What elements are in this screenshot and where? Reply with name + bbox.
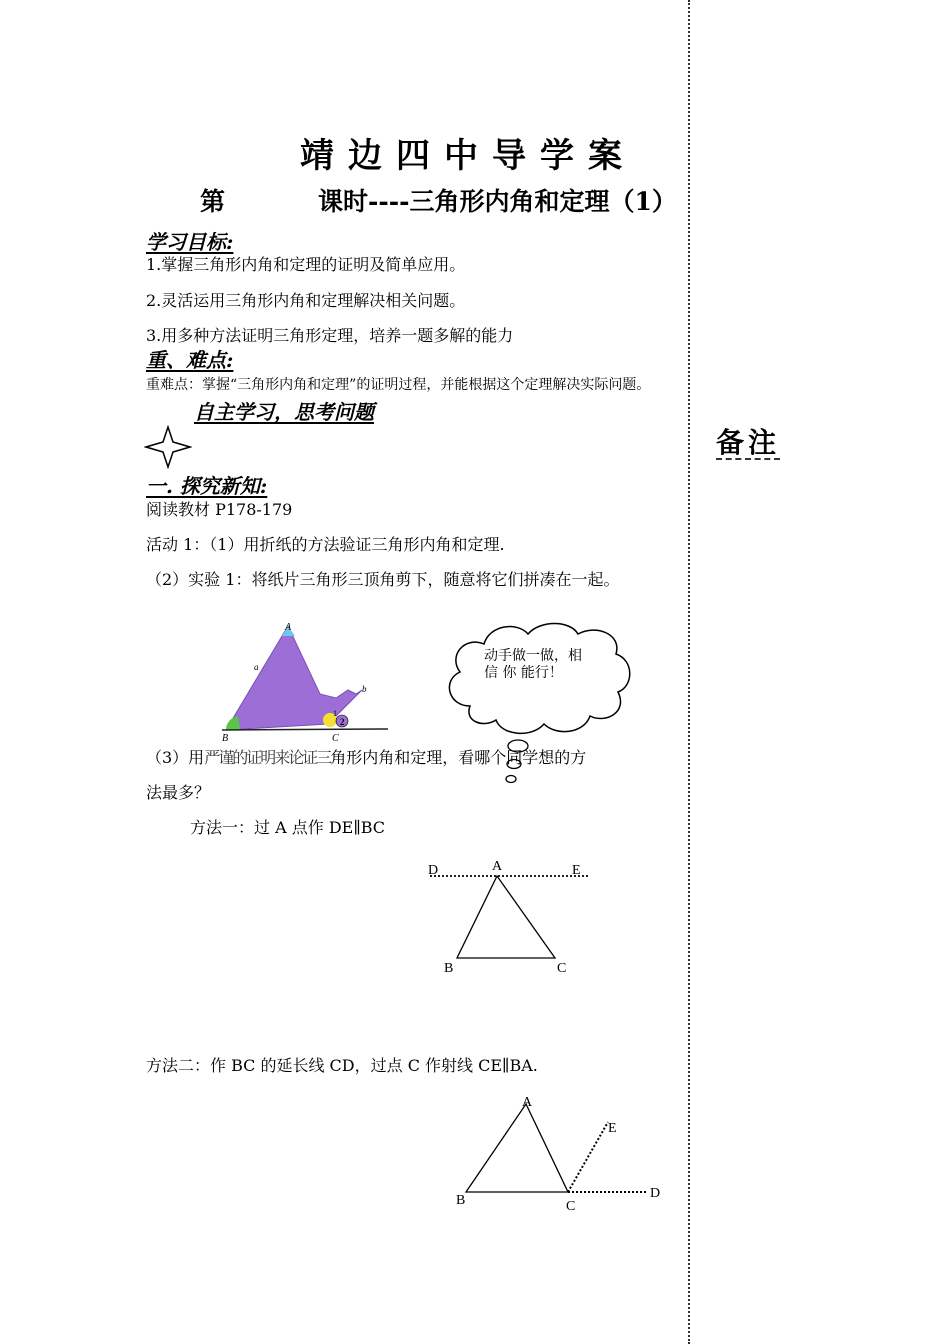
key-points-text: 重难点：掌握“三角形内角和定理”的证明过程，并能根据这个定理解决实际问题。 (146, 377, 651, 393)
label-e: E (572, 863, 581, 878)
star-icon (144, 425, 192, 469)
photo-label-1: 1 (333, 709, 337, 718)
photo-label-a-vertex: A (285, 622, 292, 633)
cloud-text: 动手做一做，相 信 你 能行！ (484, 648, 582, 681)
label-e-2: E (608, 1121, 617, 1136)
objective-item-3: 3.用多种方法证明三角形定理，培养一题多解的能力 (146, 326, 514, 345)
label-a: A (492, 859, 503, 874)
objective-item-1: 1.掌握三角形内角和定理的证明及简单应用。 (146, 255, 466, 274)
photo-label-c-vertex: C (332, 733, 339, 744)
method2-diagram (446, 1086, 676, 1216)
question-3-obscured: 严谨的证明来论证三 (204, 748, 331, 767)
label-c: C (557, 961, 567, 976)
photo-label-b-side: b (362, 684, 367, 694)
key-points-heading: 重、难点: (146, 348, 234, 372)
question-3-end: 角形内角和定理，看哪个同学想的方 (330, 748, 587, 767)
method1-diagram (420, 850, 600, 980)
triangle-abc (457, 876, 555, 958)
lesson-title: 课时----三角形内角和定理（1） (318, 187, 677, 216)
lesson-prefix: 第 (200, 187, 226, 216)
method1-text: 方法一：过 A 点作 DE∥BC (190, 818, 386, 837)
paper-triangle-photo (216, 614, 392, 744)
method2-text: 方法二：作 BC 的延长线 CD，过点 C 作射线 CE∥BA. (146, 1056, 538, 1075)
question-3-start: （3）用 (146, 748, 205, 767)
label-c-2: C (566, 1199, 576, 1214)
label-d: D (428, 863, 439, 878)
objective-item-2: 2.灵活运用三角形内角和定理解决相关问题。 (146, 291, 466, 310)
photo-label-b-vertex: B (222, 733, 229, 744)
self-study-heading: 自主学习，思考问题 (194, 400, 374, 424)
ray-ce (568, 1122, 608, 1192)
section1-heading: 一. 探究新知: (146, 474, 268, 498)
label-a-2: A (522, 1095, 533, 1110)
notes-label: 备注 (716, 426, 781, 459)
label-d-2: D (650, 1186, 661, 1201)
label-b-2: B (456, 1193, 466, 1208)
activity-1: 活动 1：（1）用折纸的方法验证三角形内角和定理. (146, 535, 505, 554)
triangle-abc-2 (466, 1104, 568, 1192)
experiment-1: （2）实验 1：将纸片三角形三顶角剪下，随意将它们拼凑在一起。 (146, 570, 620, 589)
page-title: 靖边四中导学案 (300, 136, 636, 176)
photo-label-a-side: a (254, 662, 259, 672)
photo-label-2: 2 (340, 717, 345, 727)
objectives-heading: 学习目标: (146, 230, 234, 254)
question-3 (146, 745, 586, 768)
reading-assignment: 阅读教材 P178-179 (146, 500, 293, 519)
margin-divider (688, 0, 690, 1344)
question-3-line2: 法最多？ (146, 783, 211, 802)
label-b: B (444, 961, 454, 976)
